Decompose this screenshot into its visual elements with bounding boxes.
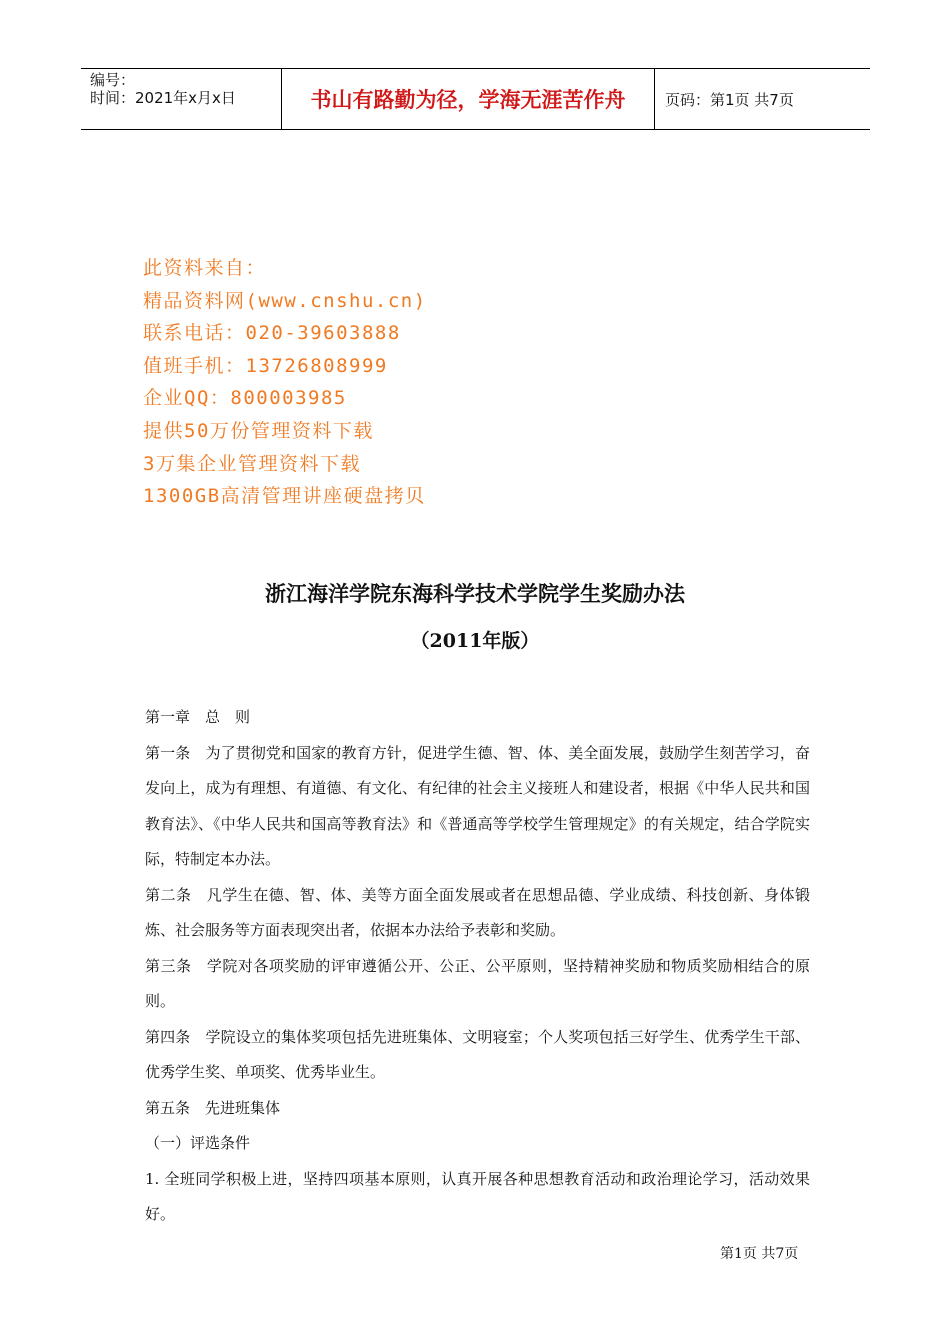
document-body	[145, 700, 810, 1233]
promo-line: 1300GB高清管理讲座硬盘拷贝	[143, 485, 426, 508]
header-page-info: 页码：第1页 共7页	[665, 90, 794, 109]
header-table	[81, 68, 870, 130]
header-motto: 书山有路勤为径，学海无涯苦作舟	[281, 69, 655, 129]
document-number-label: 编号：	[90, 71, 136, 89]
article-paragraph: 第二条 凡学生在德、智、体、美等方面全面发展或者在思想品德、学业成绩、科技创新、身体锻炼、社会服务等方面表现突出者，依据本办法给予表彰和奖励。	[145, 885, 810, 939]
header-meta-cell	[81, 69, 281, 129]
article-paragraph: 第一条 为了贯彻党和国家的教育方针，促进学生德、智、体、美全面发展，鼓励学生刻苦学习，奋发向上，成为有理想、有道德、有文化、有纪律的社会主义接班人和建设者，根据《中华人民共和国教育法》、《中华人民共和国高等教育法》和《普通高等学校学生管理规定》的有关规定，结合学院实际，特制定本办法。	[145, 743, 810, 868]
chapter-heading: 第一章 总 则	[145, 708, 251, 726]
list-item: 1. 全班同学积极上进，坚持四项基本原则，认真开展各种思想教育活动和政治理论学习，活动效果好。	[145, 1169, 810, 1223]
promo-block	[143, 252, 427, 513]
document-title: 浙江海洋学院东海科学技术学院学生奖励办法	[265, 582, 685, 606]
promo-line: 3万集企业管理资料下载	[143, 452, 361, 475]
promo-line: 此资料来自：	[143, 257, 267, 279]
promo-line: 精品资料网(www.cnshu.cn)	[143, 289, 427, 312]
document-subtitle: （2011年版）	[410, 630, 540, 652]
promo-line: 企业QQ：800003985	[143, 387, 347, 410]
promo-line: 联系电话：020-39603888	[143, 322, 401, 345]
promo-line: 提供50万份管理资料下载	[143, 419, 374, 442]
promo-line: 值班手机：13726808999	[143, 354, 388, 377]
section-heading: （一）评选条件	[145, 1134, 251, 1152]
document-time-label: 时间：2021年x月x日	[90, 89, 236, 107]
article-paragraph: 第四条 学院设立的集体奖项包括先进班集体、文明寝室；个人奖项包括三好学生、优秀学生干部、优秀学生奖、单项奖、优秀毕业生。	[145, 1027, 810, 1081]
article-paragraph: 第三条 学院对各项奖励的评审遵循公开、公正、公平原则，坚持精神奖励和物质奖励相结合的原则。	[145, 956, 810, 1010]
page-footer: 第1页 共7页	[720, 1246, 799, 1262]
article-paragraph: 第五条 先进班集体	[145, 1098, 281, 1117]
